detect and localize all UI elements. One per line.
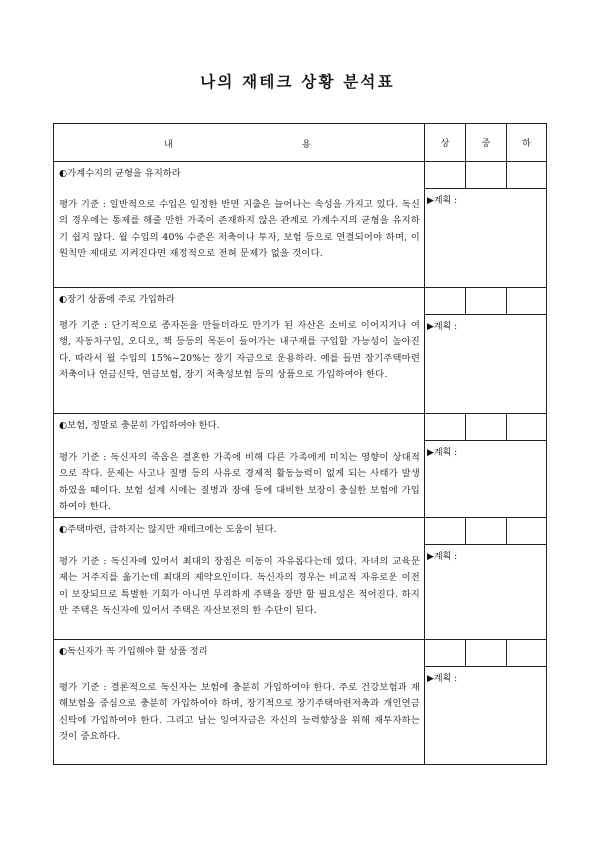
section-row xyxy=(54,288,547,315)
plan-label: ▶계획 : xyxy=(427,322,458,332)
header-high: 상 xyxy=(425,124,466,162)
section-criteria: 평가 기준 : 독신자에 있어서 최대의 장점은 이동이 자유롭다는데 있다. 자녀의 교육문제는 거주지를 옮기는데 최대의 제약요인이다. 독신자의 경우는 비교적 자유로운 이전이 보장되므로 특별한 기회가 아니면 무리하게 주택을 장만 할 필요성은 적어진다. 하지만 주택은 독신자에 있어서 주택은 자산보전의 한 수단이 된다. xyxy=(59,556,420,616)
criteria-cell xyxy=(54,414,425,518)
criteria-cell xyxy=(54,288,425,414)
rating-mid-cell[interactable] xyxy=(466,414,507,441)
plan-cell[interactable] xyxy=(425,667,547,765)
section-row xyxy=(54,518,547,545)
rating-low-cell[interactable] xyxy=(507,640,547,667)
section-criteria: 평가 기준 : 독신자의 죽음은 결혼한 가족에 비해 다른 가족에게 미치는 영향이 상대적으로 작다. 문제는 사고나 질병 등의 사유로 경제적 활동능력이 없게 되는 사태가 발생하였을 때이다. 보험 설계 시에는 질병과 장애 등에 대비한 보장이 충실한 보험에 가입하여야 한다. xyxy=(59,452,420,512)
section-title: ◐가계수지의 균형을 유지하라 xyxy=(59,168,181,179)
section-row xyxy=(54,162,547,189)
header-content-label-2: 용 xyxy=(302,140,311,150)
rating-mid-cell[interactable] xyxy=(466,288,507,315)
plan-label: ▶계획 : xyxy=(427,448,458,458)
header-low: 하 xyxy=(507,124,547,162)
plan-cell[interactable] xyxy=(425,315,547,414)
page-title: 나의 재테크 상황 분석표 xyxy=(200,72,395,91)
plan-cell[interactable] xyxy=(425,441,547,518)
rating-high-cell[interactable] xyxy=(425,518,466,545)
rating-high-cell[interactable] xyxy=(425,414,466,441)
rating-high-cell[interactable] xyxy=(425,162,466,189)
section-title: ◐독신자가 꼭 가입해야 할 상품 정리 xyxy=(59,646,208,657)
analysis-table xyxy=(53,123,547,765)
rating-high-cell[interactable] xyxy=(425,288,466,315)
criteria-cell xyxy=(54,162,425,288)
rating-low-cell[interactable] xyxy=(507,414,547,441)
rating-mid-cell[interactable] xyxy=(466,518,507,545)
plan-label: ▶계획 : xyxy=(427,196,458,206)
plan-cell[interactable] xyxy=(425,545,547,640)
plan-label: ▶계획 : xyxy=(427,674,458,684)
table-header-row xyxy=(54,124,547,162)
rating-mid-cell[interactable] xyxy=(466,162,507,189)
section-criteria: 평가 기준 : 일반적으로 수입은 일정한 반면 지출은 늘어나는 속성을 가지고 있다. 독신의 경우에는 통제를 해줄 만한 가족이 존재하지 않은 관계로 가계수지의 균형을 유지하기 쉽지 않다. 월 수입의 40% 수준은 저축이나 투자, 보험 등으로 연결되어야 하며, 이 원칙만 제대로 지켜진다면 재정적으로 전혀 문제가 없을 것이다. xyxy=(59,199,420,259)
criteria-cell xyxy=(54,518,425,640)
rating-low-cell[interactable] xyxy=(507,162,547,189)
section-title: ◐보험, 정말로 충분히 가입하여야 한다. xyxy=(59,420,220,431)
section-row xyxy=(54,640,547,667)
rating-low-cell[interactable] xyxy=(507,288,547,315)
section-row xyxy=(54,414,547,441)
section-criteria: 평가 기준 : 단기적으로 종자돈을 만들더라도 만기가 된 자산은 소비로 이어지거나 여행, 자동차구입, 오디오, 책 등등의 목돈이 들어가는 내구재를 구입할 가능성이 높아진다. 따라서 월 수입의 15%~20%는 장기 자금으로 운용하라. 예를 들면 장기주택마련저축이나 연금신탁, 연금보험, 장기 저축성보험 등의 상품으로 가입하여야 한다. xyxy=(59,320,420,380)
header-mid: 중 xyxy=(466,124,507,162)
rating-high-cell[interactable] xyxy=(425,640,466,667)
criteria-cell xyxy=(54,640,425,765)
section-title: ◐주택마련, 급하지는 않지만 재테크에는 도움이 된다. xyxy=(59,524,277,535)
rating-low-cell[interactable] xyxy=(507,518,547,545)
header-content-label-1: 내 xyxy=(164,140,173,150)
plan-cell[interactable] xyxy=(425,189,547,288)
section-title: ◐장기 상품에 주로 가입하라 xyxy=(59,294,175,305)
rating-mid-cell[interactable] xyxy=(466,640,507,667)
plan-label: ▶계획 : xyxy=(427,552,458,562)
header-content xyxy=(54,124,425,162)
section-criteria: 평가 기준 : 결론적으로 독신자는 보험에 충분히 가입하여야 한다. 주로 건강보험과 재해보험을 중심으로 충분히 가입하여야 하며, 장기적으로 장기주택마련저축과 개인연금신탁에 가입하여야 한다. 그리고 남는 잉여자금은 자신의 능력향상을 위해 재투자하는 것이 중요하다. xyxy=(59,682,420,742)
